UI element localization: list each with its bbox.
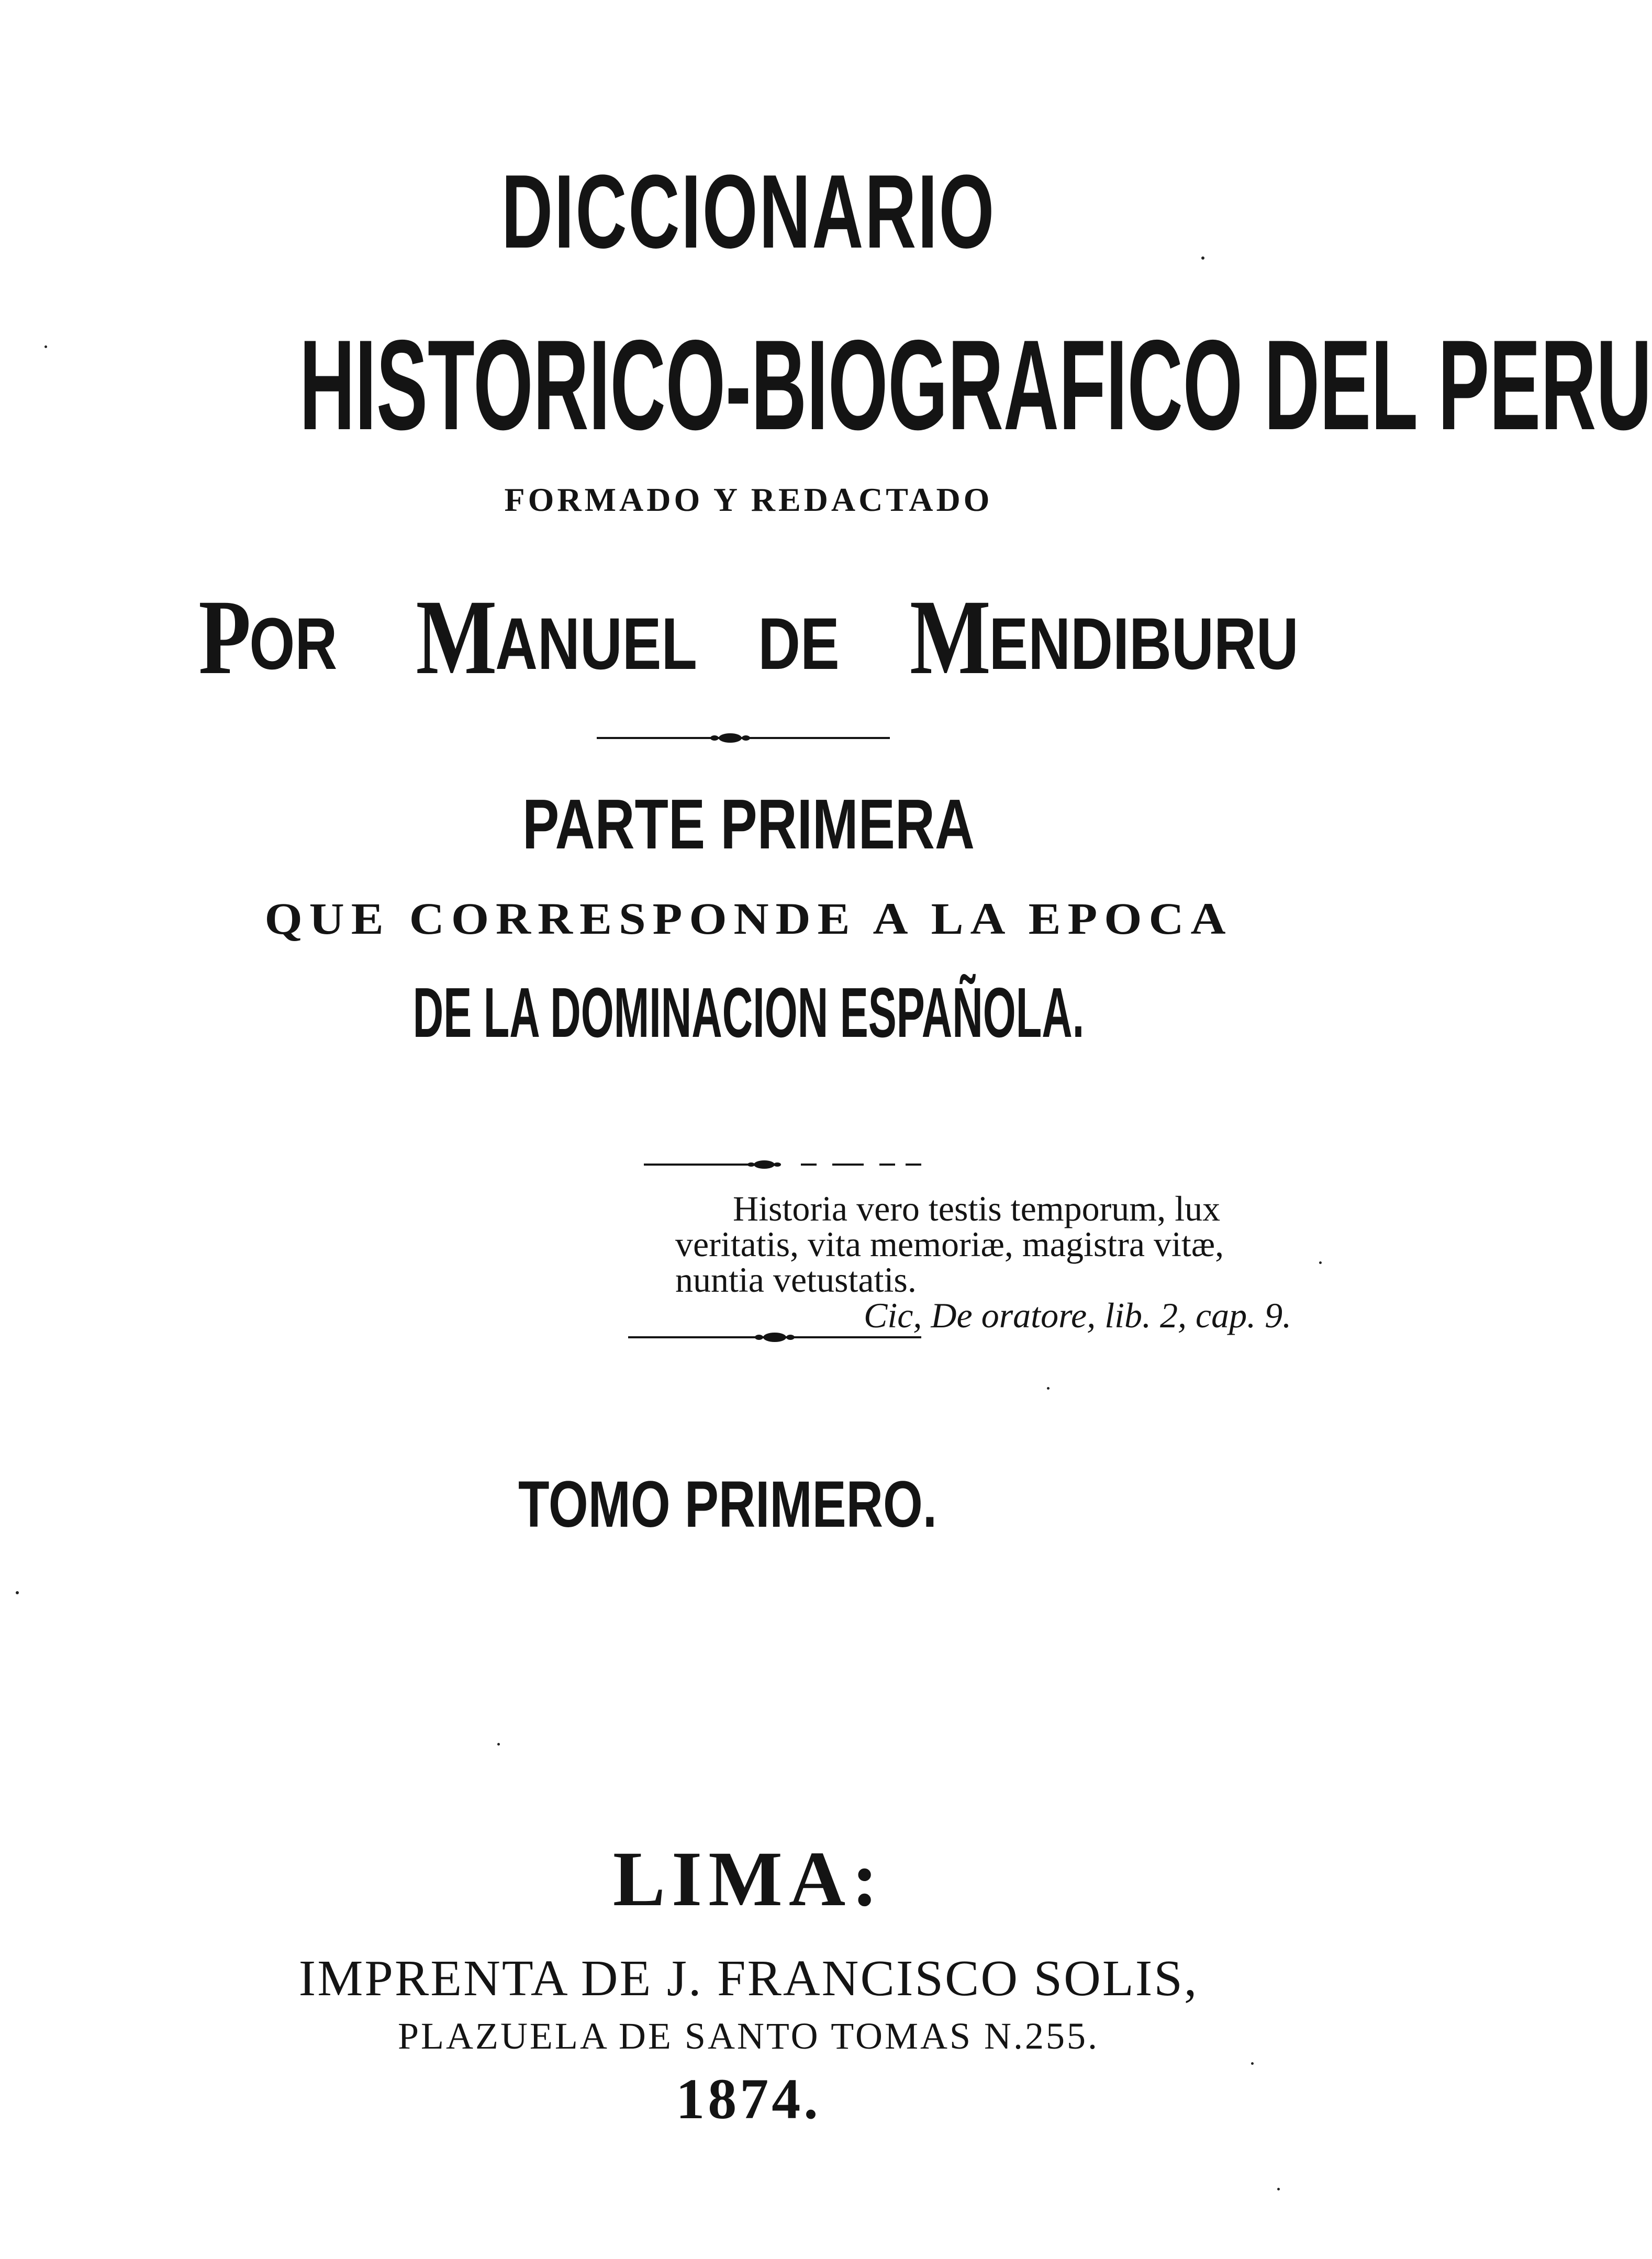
imprint-printer: IMPRENTA DE J. FRANCISCO SOLIS,	[298, 1950, 1199, 2007]
manuel-initial: M	[416, 578, 496, 697]
por-initial: P	[198, 578, 250, 697]
dominacion-line: DE LA DOMINACION ESPAÑOLA.	[412, 973, 1085, 1052]
imprint-address: PLAZUELA DE SANTO TOMAS N.255.	[397, 2015, 1100, 2057]
title-line-1: DICCIONARIO	[501, 153, 996, 270]
mendiburu-initial: M	[909, 578, 989, 697]
part-heading: PARTE PRIMERA	[522, 785, 975, 864]
ornament-rule-3	[628, 1329, 921, 1345]
epigraph-line-3: nuntia vetustatis.	[675, 1260, 917, 1300]
epigraph-citation: Cic, De oratore, lib. 2, cap. 9.	[864, 1295, 1292, 1335]
speck	[1201, 256, 1204, 260]
ornament-rule-2	[644, 1157, 921, 1172]
volume-heading: TOMO PRIMERO.	[518, 1468, 937, 1541]
de-word: DE	[758, 602, 840, 685]
speck	[497, 1743, 500, 1746]
speck	[1047, 1387, 1050, 1390]
speck	[44, 345, 47, 348]
speck	[1277, 2188, 1280, 2190]
manuel-rest: ANUEL	[495, 602, 696, 685]
formed-by-line: FORMADO Y REDACTADO	[504, 481, 993, 518]
epigraph-line-1: Historia vero testis temporum, lux	[733, 1189, 1221, 1228]
author-line	[0, 547, 1497, 697]
epigraph	[675, 1191, 1345, 1333]
corresponde-line: QUE CORRESPONDE A LA EPOCA	[264, 893, 1233, 944]
ornament-rule-1	[597, 730, 890, 746]
imprint-year: 1874.	[676, 2067, 821, 2131]
por-rest: OR	[249, 602, 338, 685]
title-line-2: HISTORICO-BIOGRAFICO DEL PERU	[299, 313, 1652, 456]
mendiburu-rest: ENDIBURU	[989, 602, 1299, 685]
speck	[16, 1591, 19, 1594]
epigraph-line-2: veritatis, vita memoriæ, magistra vitæ,	[675, 1224, 1224, 1264]
author-name	[150, 578, 1347, 697]
speck	[1319, 1261, 1322, 1264]
speck	[1251, 2062, 1254, 2065]
imprint-city: LIMA:	[612, 1836, 885, 1922]
